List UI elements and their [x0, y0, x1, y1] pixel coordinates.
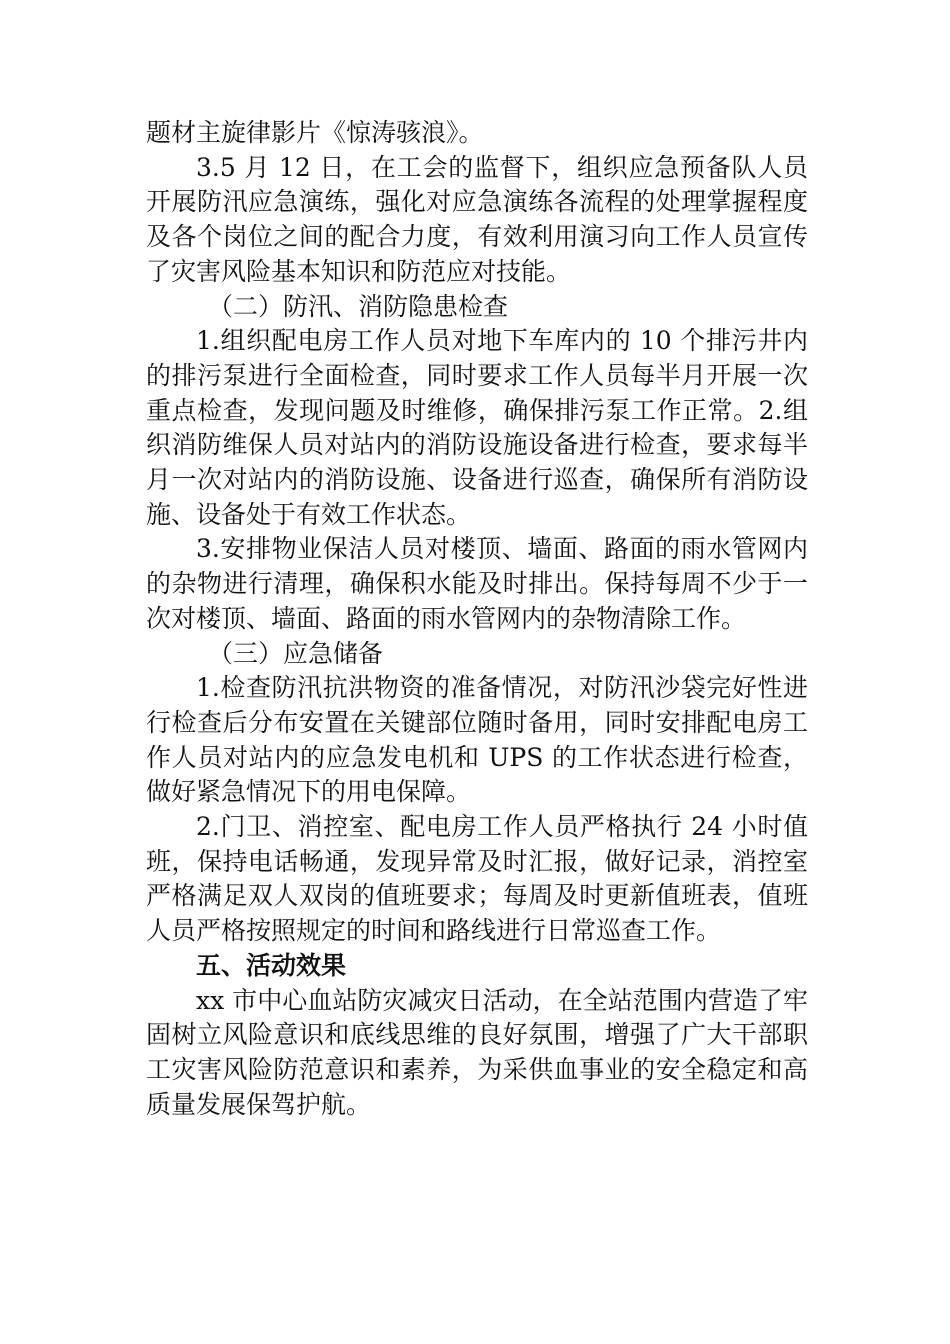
document-body [146, 116, 808, 1122]
section-heading-inspection: （二）防汛、消防隐患检查 [208, 291, 509, 321]
paragraph-drill: 3.5 月 12 日，在工会的监督下，组织应急预备队人员开展防汛应急演练，强化对应急演练各流程的处理掌握程度及各个岗位之间的配合力度，有效利用演习向工作人员宣传了灾害风险基本知识和防范应对技能。 [146, 152, 808, 286]
paragraph-inspection-3: 3.安排物业保洁人员对楼顶、墙面、路面的雨水管网内的杂物进行清理，确保积水能及时排出。保持每周不少于一次对楼顶、墙面、路面的雨水管网内的杂物清除工作。 [146, 534, 808, 633]
paragraph-inspection-1: 1.组织配电房工作人员对地下车库内的 10 个排污井内的排污泵进行全面检查，同时要求工作人员每半月开展一次重点检查，发现问题及时维修，确保排污泵工作正常。2.组织消防维保人员对站内的消防设施设备进行检查，要求每半月一次对站内的消防设施、设备进行巡查，确保所有消防设施、设备处于有效工作状态。 [146, 326, 808, 529]
section-heading-effect: 五、活动效果 [196, 950, 347, 980]
paragraph-reserve-1: 1.检查防汛抗洪物资的准备情况，对防汛沙袋完好性进行检查后分布安置在关键部位随时备用，同时安排配电房工作人员对站内的应急发电机和 UPS 的工作状态进行检查，做好紧急情况下的用电保障。 [146, 673, 808, 807]
paragraph-film-title: 题材主旋律影片《惊涛骇浪》。 [146, 118, 484, 147]
section-heading-reserve: （三）应急储备 [208, 638, 384, 668]
paragraph-reserve-2: 2.门卫、消控室、配电房工作人员严格执行 24 小时值班，保持电话畅通，发现异常及时汇报，做好记录，消控室严格满足双人双岗的值班要求；每周及时更新值班表，值班人员严格按照规定的时间和路线进行日常巡查工作。 [146, 812, 808, 946]
paragraph-effect: xx 市中心血站防灾减灾日活动，在全站范围内营造了牢固树立风险意识和底线思维的良好氛围，增强了广大干部职工灾害风险防范意识和素养，为采供血事业的安全稳定和高质量发展保驾护航。 [146, 985, 808, 1119]
